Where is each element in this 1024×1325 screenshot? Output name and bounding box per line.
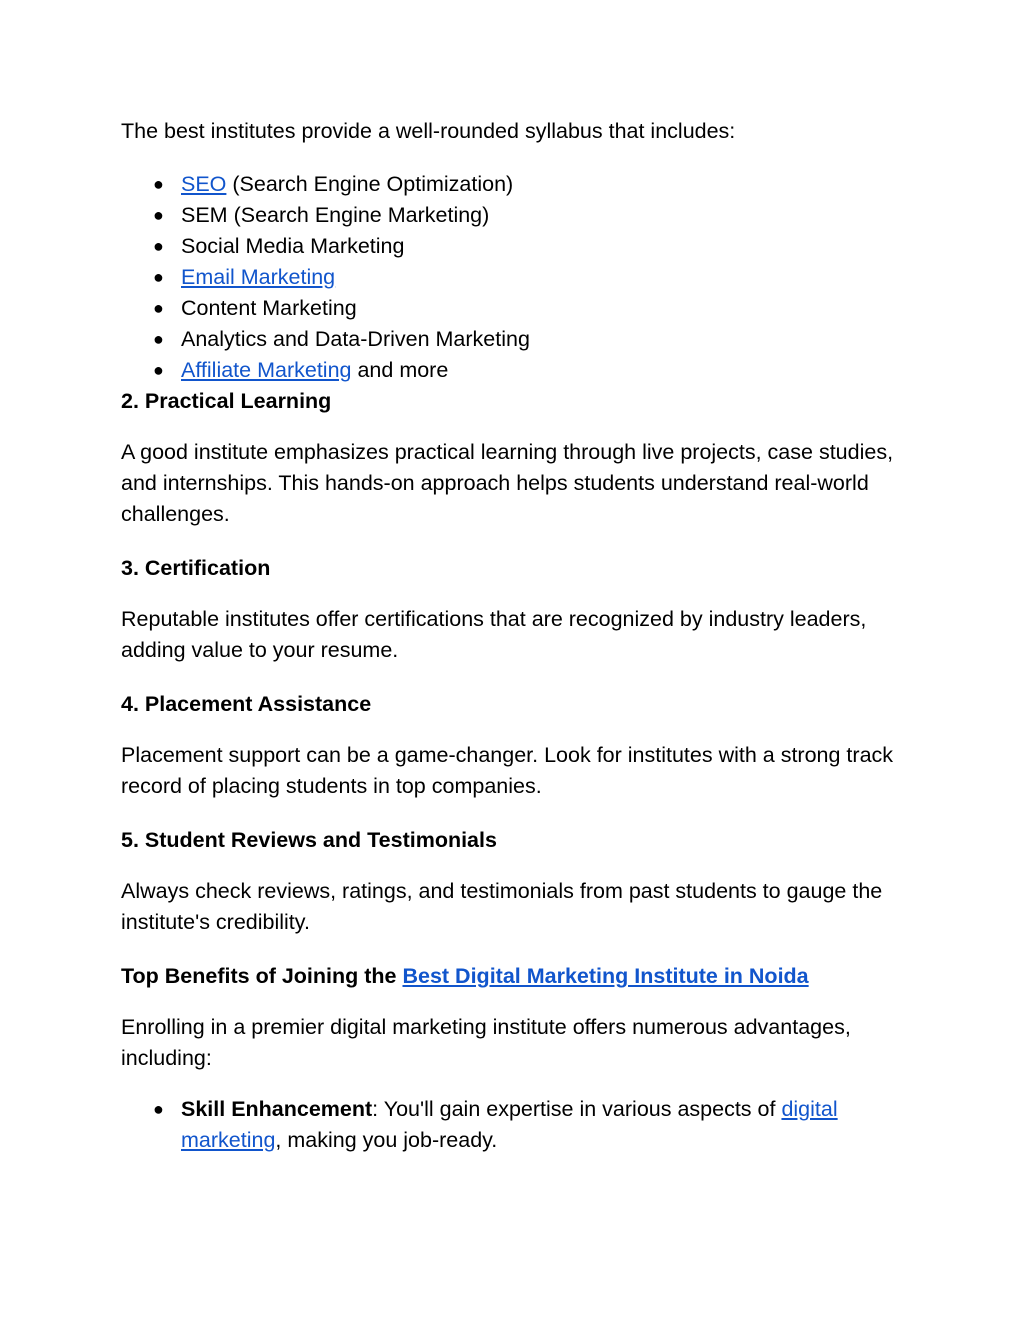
list-item-text: Analytics and Data-Driven Marketing <box>181 327 530 351</box>
bullet-icon: ● <box>153 174 164 194</box>
list-item <box>121 169 911 200</box>
bullet-icon: ● <box>153 205 164 225</box>
benefits-heading <box>121 961 911 992</box>
section-heading-placement-assistance: 4. Placement Assistance <box>121 692 372 716</box>
benefits-list <box>121 1094 911 1156</box>
affiliate-marketing-link[interactable]: Affiliate Marketing <box>181 358 352 382</box>
list-item <box>121 293 911 324</box>
list-item <box>121 262 911 293</box>
best-institute-noida-link[interactable]: Best Digital Marketing Institute in Noida <box>402 964 809 988</box>
list-item <box>121 200 911 231</box>
list-item-text: Content Marketing <box>181 296 357 320</box>
list-item <box>121 231 911 262</box>
bullet-icon: ● <box>153 267 164 287</box>
bullet-icon: ● <box>153 1099 164 1119</box>
seo-link[interactable]: SEO <box>181 172 227 196</box>
section-heading-certification: 3. Certification <box>121 556 271 580</box>
bullet-icon: ● <box>153 236 164 256</box>
list-item <box>121 355 911 386</box>
document-page <box>121 116 911 1156</box>
section-body-practical-learning: A good institute emphasizes practical learning through live projects, case studies, and internships. This hands-on approach helps students understand real-world challenges. <box>121 440 894 526</box>
bullet-icon: ● <box>153 360 164 380</box>
digital-marketing-link[interactable]: digital marketing <box>181 1097 838 1152</box>
list-item-text: Social Media Marketing <box>181 234 405 258</box>
section-body-certification: Reputable institutes offer certifications that are recognized by industry leaders, adding value to your resume. <box>121 607 867 662</box>
benefits-heading-prefix: Top Benefits of Joining the <box>121 964 403 988</box>
list-item-text: SEM (Search Engine Marketing) <box>181 203 490 227</box>
section-heading-student-reviews: 5. Student Reviews and Testimonials <box>121 828 497 852</box>
benefit-title: Skill Enhancement <box>181 1097 373 1121</box>
list-item-text: and more <box>351 358 449 382</box>
list-item <box>121 324 911 355</box>
benefit-text: , making you job-ready. <box>275 1128 498 1152</box>
benefits-paragraph: Enrolling in a premier digital marketing institute offers numerous advantages, including: <box>121 1015 851 1070</box>
section-body-student-reviews: Always check reviews, ratings, and testimonials from past students to gauge the institute's credibility. <box>121 879 883 934</box>
section-body-placement-assistance: Placement support can be a game-changer. Look for institutes with a strong track record of placing students in top companies. <box>121 743 894 798</box>
list-item <box>121 1094 911 1156</box>
syllabus-list <box>121 169 911 386</box>
benefit-text: : You'll gain expertise in various aspects of <box>372 1097 782 1121</box>
bullet-icon: ● <box>153 329 164 349</box>
bullet-icon: ● <box>153 298 164 318</box>
list-item-text: (Search Engine Optimization) <box>226 172 514 196</box>
section-heading-practical-learning: 2. Practical Learning <box>121 389 332 413</box>
email-marketing-link[interactable]: Email Marketing <box>181 265 336 289</box>
intro-paragraph: The best institutes provide a well-rounded syllabus that includes: <box>121 119 736 143</box>
